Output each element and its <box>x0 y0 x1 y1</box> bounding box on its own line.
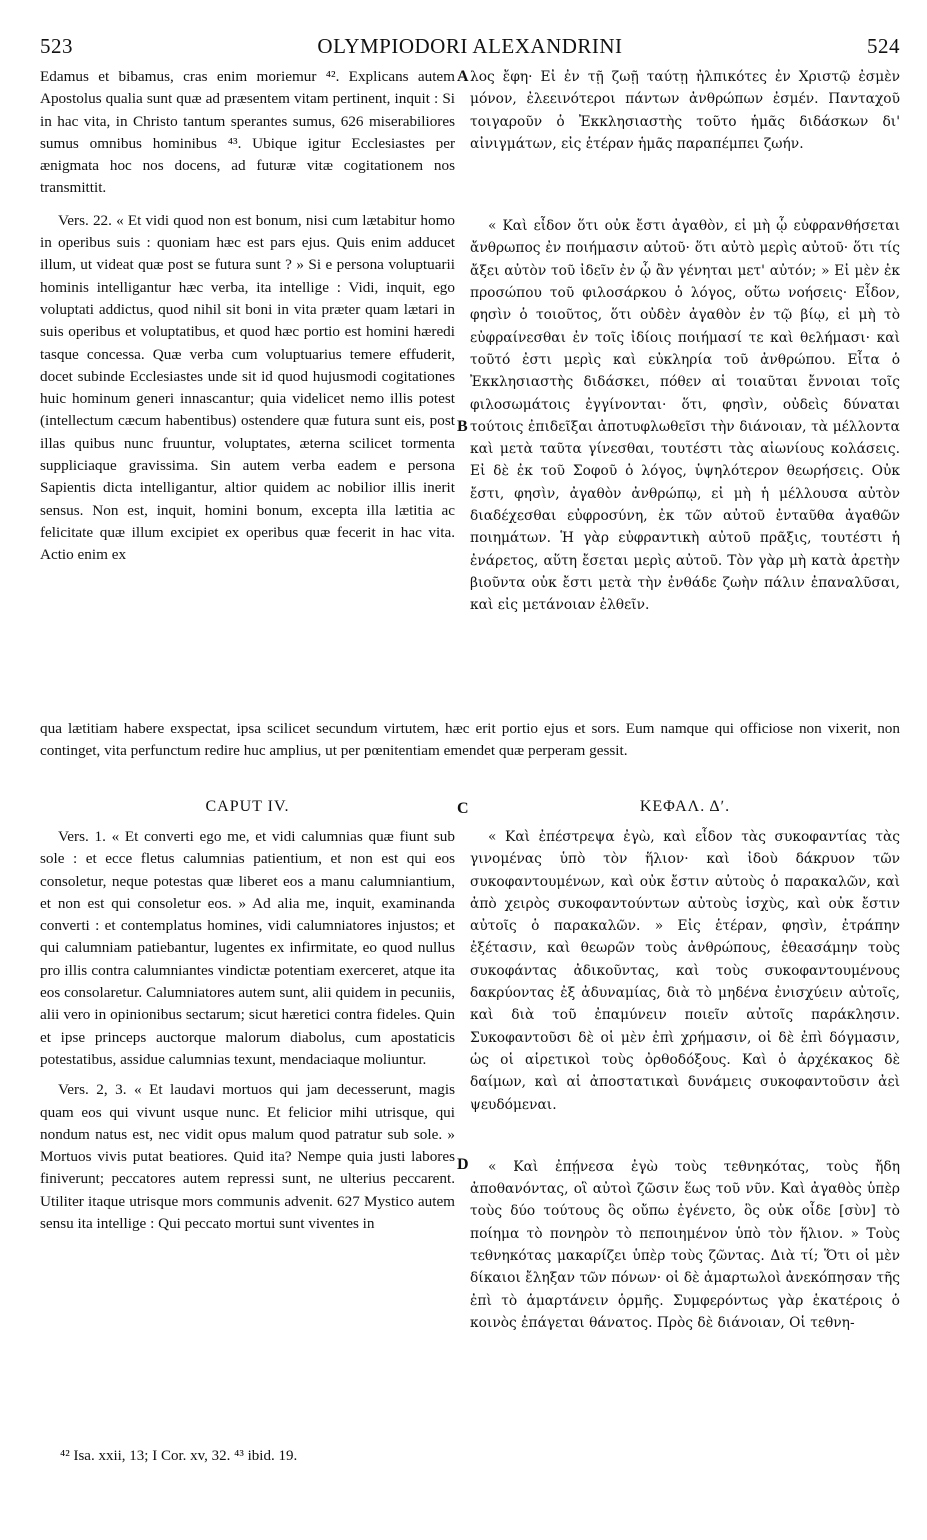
greek-paragraph-2: « Καὶ εἶδον ὅτι οὐκ ἔστι ἀγαθὸν, εἰ μὴ ᾧ εὐφρανθήσεται ἄνθρωπος ἐν ποιήμασιν αὐτοῦ· ὅτι αὐτὸ μερὶς αὐτοῦ· ὅτι τίς ἄξει αὐτὸν τοῦ ἰδεῖν ἐν ᾧ ἂν γένηται μετ' αὐτόν; » Εἰ μὲν ἐκ προσώπου τοῦ φιλοσάρκου ὁ λόγος, οὕτω νοήσεις· Εἶδον, φησὶν ὁ τοιοῦτος, ὅτι οὐδὲν ἀγαθὸν ἐν τῷ βίῳ, εἰ μὴ τὸ εὐφραίνεσθαι ἐν τοῖς ἰδίοις ποιήμασί τε καὶ θελήμασι· καὶ τοῦτό ἐστι μερὶς καὶ εὐκληρία τοῦ ἀνθρώπου. Εἶτα ὁ Ἐκκλησιαστὴς διδάσκει, πόθεν αἱ τοιαῦται ἔννοιαι τοῖς φιλοσωμάτοις ἐγγίνονται· ὅτι, φησὶν, οὐδεὶς δύναται τούτοις ἐπιδεῖξαι ἀποτυφλωθεῖσι τὴν διάνοιαν, τὰ μέλλοντα καὶ μετὰ ταῦτα γίνεσθαι, τουτέστι τὰς αἰωνίους κολάσεις. Εἰ δὲ ἐκ τοῦ Σοφοῦ ὁ λόγος, ὑψηλότερον θεωρήσεις. Οὐκ ἔστι, φησὶν, ἀγαθὸν ἀνθρώπῳ, εἰ μὴ ἡ μέλλουσα αὐτὸν διαδέχεσθαι εὐφροσύνη, ἐκ τῶν αὐτοῦ ἐνταῦθα ἀγαθῶν ποιημάτων. Ἡ γὰρ εὐφραντικὴ αὐτοῦ πρᾶξις, τουτέστι ἡ ἐνάρετος, αὕτη ἔσεται μερὶς αὐτοῦ. Τὸν γὰρ μὴ κατὰ ἀρετὴν βιοῦντα οὐκ ἔστι μετὰ τὴν ἐνθάδε ζωὴν πάλιν ἐπαναλῦσαι, καὶ εἰς μετάνοιαν ἐλθεῖν. <box>470 218 900 614</box>
running-header <box>40 34 900 60</box>
latin-paragraph-3: Vers. 1. « Et converti ego me, et vidi calumnias quæ fiunt sub sole : et ecce fletus calumnias patientium, et non est qui eos consoletur, neque potestas quæ liberet eos a manu calumniantium, et non est qui consoletur eos. » Ad alia me, inquit, examinanda converti : et contemplatus homines, vidi calumniatores injustos; et qui calumniam patiebantur, lugentes ex infirmitate, eo quod nullus pro illis contra calumniantes vindictæ potentiam exerceret, atque ita eos consolaretur. Calumniatores autem sunt, alii quidem in pecuniis, alii vero in opinionibus sectarum; sicut hæretici contra fideles. Quin et ipse princeps auctorque malorum diabolus, cum apostaticis potestatibus, assidue calumnias texunt, mendaciaque moliuntur. <box>40 828 455 1068</box>
margin-marker-b: B <box>457 418 468 435</box>
latin-column-lower <box>40 826 455 1235</box>
greek-chapter-heading: ΚΕΦΑΛ. Δʹ. <box>639 798 731 815</box>
latin-paragraph-1: Edamus et bibamus, cras enim moriemur ⁴². Explicans autem Apostolus qualia sunt quæ ad præsentem vitam pertinent, inquit : Si in hac vita, in Christo tantum sperantes sumus, 626 miserabiliores sumus omnibus hominibus ⁴³. Ubique igitur Ecclesiastes per ænigmata hoc nos docens, ad futuræ vitæ cogitationem nos transmittit. <box>40 68 455 197</box>
greek-paragraph-4: « Καὶ ἐπῄνεσα ἐγὼ τοὺς τεθνηκότας, τοὺς ἤδη ἀποθανόντας, οἳ αὐτοὶ ζῶσιν ἕως τοῦ νῦν. Καὶ ἀγαθὸς ὑπὲρ τοὺς δύο τούτους ὃς οὔπω ἐγένετο, ὃς οὐκ οἶδε [σὺν] τὸ ποίημα τὸ πονηρὸν τὸ πεποιημένον ὑπὸ τὸν ἥλιον. » Τοὺς τεθνηκότας μακαρίζει ὑπὲρ τοὺς ζῶντας. Διὰ τί; Ὅτι οἱ μὲν δίκαιοι ἔληξαν τῶν πόνων· οἱ δὲ ἁμαρτωλοὶ ἀνεκόπησαν τῆς ἐπὶ τὸ ἁμαρτάνειν ὁρμῆς. Συμφερόντως γὰρ ἑκατέροις ὁ κοινὸς ἐπάγεται θάνατος. Πρὸς δὲ διάνοιαν, Οἱ τεθνη- <box>470 1158 900 1331</box>
latin-chapter-heading: CAPUT IV. <box>205 798 290 815</box>
latin-paragraph-2: Vers. 22. « Et vidi quod non est bonum, nisi cum lætabitur homo in operibus suis : quoniam hæc est pars ejus. Quis enim adducet illum, ut videat quæ post se futura sunt ? » Si e persona voluptuarii hominis intelligantur hæc verba, ita intellige : Vidi, inquit, ego voluptati addictus, quod nihil sit boni in vita præter quam lætari in suis operibus et voluptatibus, et quod hæc portio est homini hæredi tasque concessa. Quæ verba cum voluptuarius temere effuderit, docet subinde Ecclesiastes unde sit id quod hujusmodi cogitationes huic hominum generi innascantur; quia videlicet nemo illis potest (intellectum cæcum habentibus) ostendere quæ futura sunt eis, post illas quibus nunc fruuntur, voluptates, æterna scilicet tormenta suppliciaque gravissima. Sin autem verba eadem e persona Sapientis dicta intelligantur, altior quidem ac nobilior illis inerit sensus. Non est, inquit, homini bonum, excepta illa lætitia ac felicitate quæ illum excipiet ex operibus quæ fecerit in hac vita. Actio enim ex <box>40 211 455 564</box>
margin-marker-d: D <box>457 1156 469 1173</box>
latin-chapter-heading-block <box>40 796 455 818</box>
running-title: OLYMPIODORI ALEXANDRINI <box>317 34 623 58</box>
margin-marker-a: A <box>457 68 469 85</box>
page-number-right: 524 <box>867 34 900 58</box>
full-width-continuation <box>40 718 900 763</box>
latin-column <box>40 66 455 567</box>
greek-chapter-heading-block <box>470 796 900 818</box>
greek-column-lower <box>470 826 900 1334</box>
greek-paragraph-3: « Καὶ ἐπέστρεψα ἐγὼ, καὶ εἶδον τὰς συκοφαντίας τὰς γινομένας ὑπὸ τὸν ἥλιον· καὶ ἰδοὺ δάκρυον τῶν συκοφαντουμένων, καὶ οὐκ ἔστιν αὐτοὺς ὁ παρακαλῶν, καὶ ἀπὸ χειρὸς συκοφαντούντων αὐτοὺς ἰσχὺς, καὶ οὐκ ἔστιν αὐτοῖς ὁ παρακαλῶν. » Εἰς ἑτέραν, φησὶν, ἐτράπην ἐξέτασιν, καὶ θεωρῶν τοὺς ἀνθρώπους, ἐθεασάμην τοὺς συκοφάντας ἀδικοῦντας, καὶ τοὺς συκοφαντουμένους δακρύοντας ἐξ ἀδυναμίας, διὰ τὸ μηδένα ἐνισχύειν αὐτοῖς, καὶ διὰ τοῦ ἐπαμύνειν ποιεῖν αὐτοῖς παράκλησιν. Συκοφαντοῦσι δὲ οἱ μὲν ἐπὶ χρήμασιν, οἱ δὲ ἐπὶ δόγμασιν, ὡς οἱ αἱρετικοὶ τοὺς ὀρθοδόξους. Καὶ ὁ ἀρχέκακος δὲ δαίμων, καὶ αἱ ἀποστατικαὶ δυνάμεις συκοφαντοῦσιν ἀεὶ ψευδόμεναι. <box>470 829 900 1113</box>
latin-paragraph-2-continuation: qua lætitiam habere exspectat, ipsa scilicet secundum virtutem, hæc erit portio ejus et sors. Eum namque qui officiose non vixerit, non continget, vita perfunctum redire huc amplius, ut per pœnitentiam emendet quæ perperam gessit. <box>40 720 900 760</box>
page-number-left: 523 <box>40 34 73 58</box>
margin-marker-c: C <box>457 800 469 817</box>
latin-paragraph-4: Vers. 2, 3. « Et laudavi mortuos qui jam decesserunt, magis quam eos qui vivunt usque nunc. Et felicior mihi utrisque, qui nondum natus est, nec vidit opus malum quod patratur sub sole. » Mortuos vivis putat beatiores. Quid ita? Nempe quia justi labores finiverunt; peccatores autem repressi sunt, ne ulterius peccarent. Utiliter itaque utrisque mors communis advenit. 627 Mystico autem sensu ita intellige : Qui peccato mortui sunt viventes in <box>40 1081 455 1233</box>
greek-column <box>470 66 900 617</box>
greek-paragraph-1: λος ἔφη· Εἰ ἐν τῇ ζωῇ ταύτῃ ἠλπικότες ἐν Χριστῷ ἐσμὲν μόνον, ἐλεεινότεροι πάντων ἀνθρώπων ἐσμέν. Πανταχοῦ τοιγαροῦν ὁ Ἐκκλησιαστὴς τοῦτο ἡμᾶς διδάσκων δι' αἰνιγμάτων, εἰς ἑτέραν ἡμᾶς παραπέμπει ζωήν. <box>470 69 900 152</box>
footnotes: ⁴² Isa. xxii, 13; I Cor. xv, 32. ⁴³ ibid. 19. <box>60 1448 298 1464</box>
